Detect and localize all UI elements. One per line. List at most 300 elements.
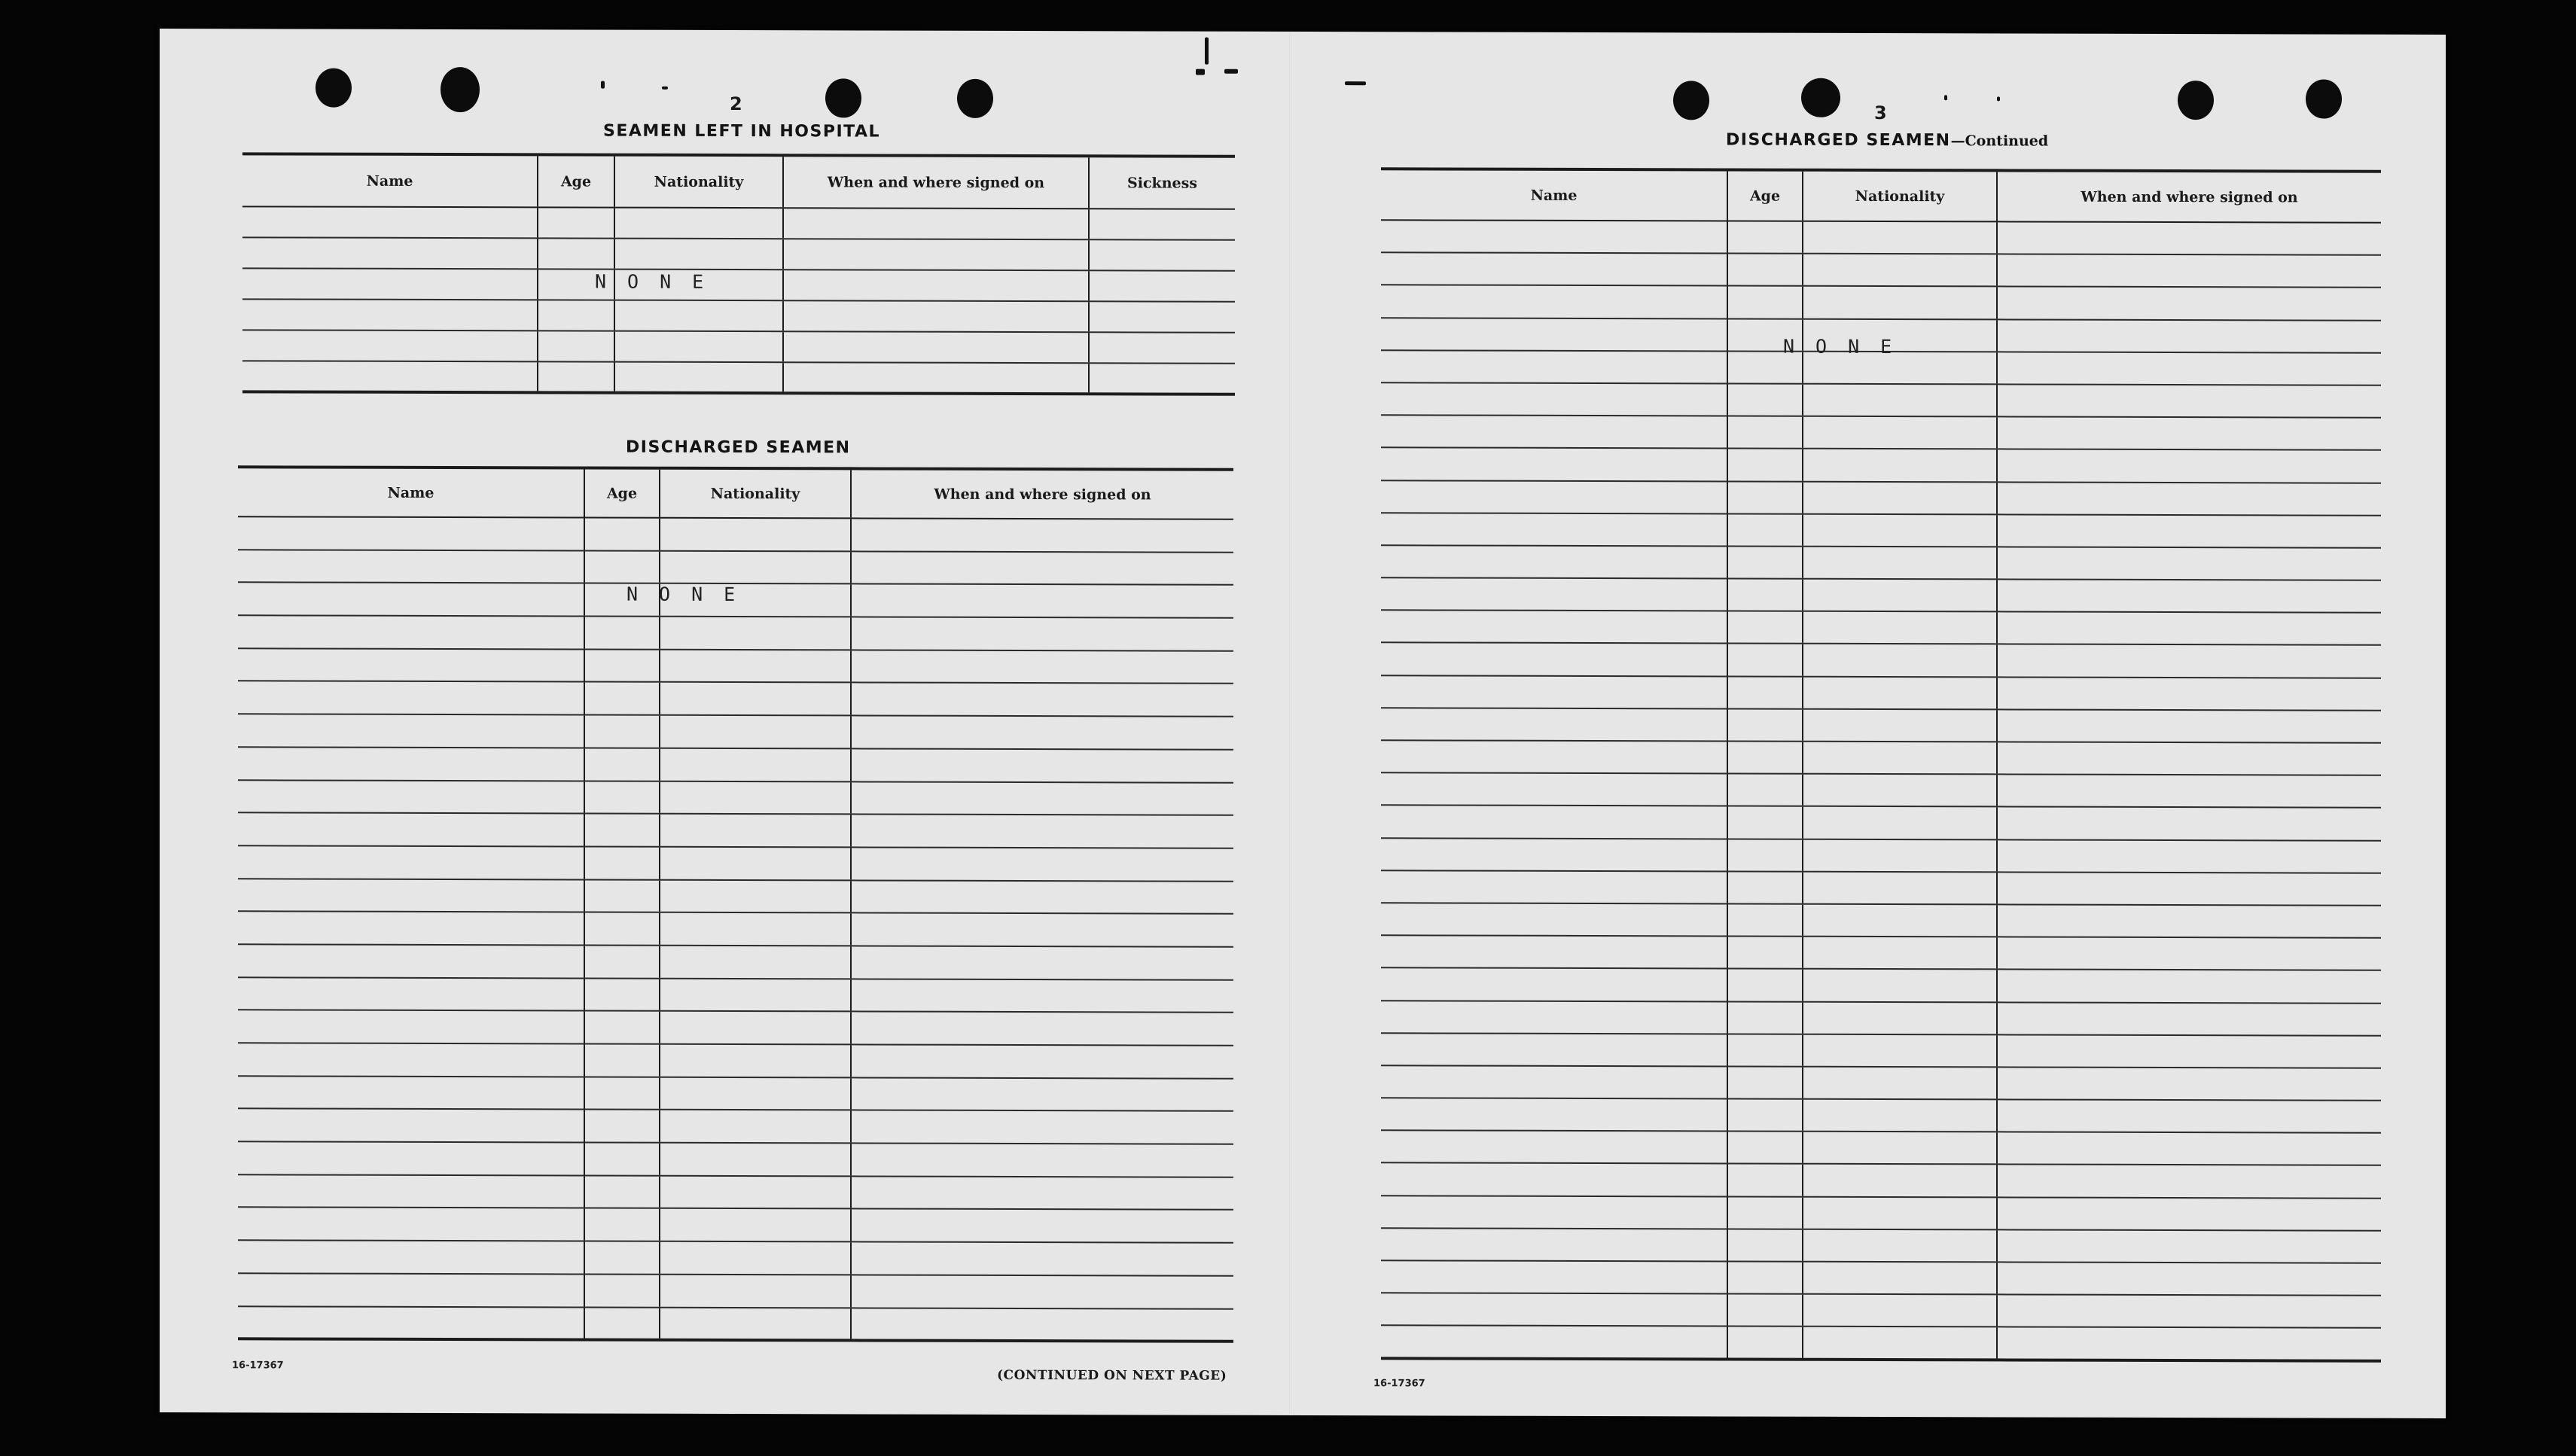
table-cell [1727, 969, 1803, 1001]
table-cell [851, 1209, 1233, 1243]
table-cell [1727, 871, 1803, 903]
table-row [1381, 220, 2381, 255]
table-cell [851, 584, 1233, 618]
table-cell [660, 814, 851, 847]
table-cell [851, 551, 1233, 585]
table-cell [1381, 1065, 1727, 1098]
table-cell [660, 1077, 851, 1110]
table-cell [1089, 270, 1235, 302]
table-cell [584, 617, 660, 650]
table-cell [1727, 1132, 1803, 1164]
table-cell [1803, 1294, 1997, 1327]
table-cell [238, 714, 584, 748]
table-cell [1727, 1261, 1803, 1293]
table-cell [538, 238, 614, 269]
table-cell [1381, 643, 1727, 676]
table-cell [851, 1077, 1233, 1111]
table-cell [584, 1044, 660, 1077]
table-cell [783, 270, 1089, 301]
table-cell [1727, 1164, 1803, 1196]
table-cell [614, 208, 783, 239]
table-row [1381, 935, 2381, 970]
table-row [238, 550, 1233, 585]
table-cell [851, 847, 1233, 881]
table-cell [1381, 285, 1727, 318]
table-cell [660, 518, 851, 551]
table-cell [584, 1077, 660, 1110]
punch-hole [441, 67, 480, 112]
table-cell [1997, 221, 2381, 255]
table-cell [1727, 221, 1803, 253]
table-row [1381, 903, 2381, 938]
table-cell [1803, 871, 1997, 904]
table-cell [1381, 448, 1727, 481]
table-cell [614, 300, 783, 332]
table-row [1381, 545, 2381, 580]
table-cell [1997, 709, 2381, 743]
table-cell [1727, 611, 1803, 644]
table-cell [660, 1011, 851, 1044]
table-cell [242, 330, 538, 361]
table-row [1381, 415, 2381, 450]
table-cell [660, 1241, 851, 1275]
table-cell [1727, 937, 1803, 969]
table-cell [1727, 546, 1803, 578]
table-cell [242, 206, 538, 238]
table-cell [851, 617, 1233, 650]
table-cell [1089, 239, 1235, 271]
table-cell [242, 268, 538, 300]
table-cell [584, 649, 660, 682]
table-cell [1997, 482, 2381, 516]
table-cell [1997, 775, 2381, 809]
table-row [242, 361, 1235, 394]
section-title-hospital: SEAMEN LEFT IN HOSPITAL [603, 121, 881, 142]
table-cell [1997, 1002, 2381, 1036]
table-row [1381, 1065, 2381, 1101]
column-header-name: Name [242, 154, 538, 207]
punch-hole [2306, 79, 2342, 118]
table-cell [1997, 1165, 2381, 1199]
table-cell [238, 1141, 584, 1175]
table-cell [1381, 675, 1727, 708]
table-cell [1381, 318, 1727, 351]
table-cell [238, 1043, 584, 1077]
table-cell [783, 300, 1089, 332]
table-cell [1997, 352, 2381, 385]
table-cell [660, 847, 851, 880]
table-cell [1803, 806, 1997, 839]
table-cell [1381, 220, 1727, 253]
table-cell [1997, 319, 2381, 353]
section-title-discharged-continued [1726, 130, 2048, 150]
punch-hole [2178, 81, 2214, 120]
table-cell [1997, 1099, 2381, 1133]
table-cell [1727, 1034, 1803, 1066]
table-cell [614, 362, 783, 394]
table-cell [1997, 1197, 2381, 1231]
ink-speck [1997, 96, 2000, 101]
table-cell [242, 299, 538, 330]
table-cell [584, 550, 660, 583]
section-title-discharged: DISCHARGED SEAMEN [626, 437, 851, 458]
table-cell [238, 550, 584, 583]
table-cell [584, 1241, 660, 1275]
table-cell [242, 361, 538, 392]
table-cell [1381, 772, 1727, 806]
table-cell [1803, 904, 1997, 937]
table-row [238, 1043, 1233, 1078]
table-cell [783, 208, 1089, 239]
table-cell [238, 1174, 584, 1208]
table-cell [1381, 545, 1727, 578]
table-row [1381, 1001, 2381, 1036]
table-cell [1089, 332, 1235, 364]
table-cell [1803, 1099, 1997, 1132]
table-row [238, 845, 1233, 881]
table-row [1381, 611, 2381, 646]
table-row [1381, 870, 2381, 906]
table-cell [1803, 1164, 1997, 1197]
table-cell [1727, 1327, 1803, 1359]
table-cell [584, 518, 660, 551]
table-cell [1727, 1099, 1803, 1132]
table-cell [584, 715, 660, 748]
table-cell [1727, 1229, 1803, 1261]
table-cell [1727, 1001, 1803, 1034]
table-cell [851, 1044, 1233, 1078]
table-row [1381, 480, 2381, 516]
table-cell [1381, 252, 1727, 285]
table-cell [660, 1208, 851, 1241]
table-row [238, 944, 1233, 979]
punch-hole [957, 79, 993, 118]
table-cell [1803, 513, 1997, 547]
table-cell [1997, 1229, 2381, 1263]
table-cell [1381, 577, 1727, 611]
table-cell [1803, 709, 1997, 742]
ink-speck [1944, 95, 1947, 100]
table-cell [851, 1308, 1233, 1342]
table-cell [1997, 904, 2381, 938]
table-cell [584, 1208, 660, 1241]
table-cell [1803, 416, 1997, 449]
table-cell [1381, 513, 1727, 546]
hospital-table [242, 152, 1235, 395]
table-cell [851, 1242, 1233, 1276]
document-sheet [160, 29, 2446, 1418]
table-cell [1727, 644, 1803, 676]
table-row [1381, 1098, 2381, 1133]
table-cell [238, 912, 584, 946]
table-cell [242, 237, 538, 269]
table-cell [851, 518, 1233, 552]
table-cell [238, 1208, 584, 1241]
table-cell [1727, 774, 1803, 806]
section-title-suffix: —Continued [1950, 133, 2049, 150]
punch-hole [1801, 78, 1840, 117]
table-row [1381, 382, 2381, 418]
table-cell [1803, 774, 1997, 807]
table-cell [1803, 221, 1997, 254]
table-cell [1803, 1196, 1997, 1229]
table-cell [660, 1044, 851, 1077]
table-cell [660, 1307, 851, 1340]
table-row [1381, 1196, 2381, 1231]
table-cell [1727, 741, 1803, 773]
table-cell [1727, 1294, 1803, 1327]
ink-speck [662, 87, 668, 90]
column-header-nationality: Nationality [614, 155, 783, 209]
table-row [1381, 1260, 2381, 1296]
table-cell [538, 300, 614, 330]
table-cell [1727, 416, 1803, 449]
table-row [242, 299, 1235, 332]
table-cell [1381, 806, 1727, 839]
column-header-name: Name [238, 467, 584, 517]
table-cell [238, 648, 584, 682]
section-title-text: DISCHARGED SEAMEN [1726, 130, 1951, 151]
table-cell [584, 814, 660, 847]
table-row [1381, 513, 2381, 548]
table-cell [1803, 384, 1997, 417]
table-cell [238, 1240, 584, 1274]
table-cell [851, 946, 1233, 979]
table-row [238, 1306, 1233, 1342]
table-cell [1381, 1098, 1727, 1131]
ink-speck [1345, 81, 1366, 85]
column-header-signed-on: When and where signed on [783, 155, 1089, 209]
table-cell [1997, 547, 2381, 580]
none-entry-hospital: NONE [595, 270, 725, 293]
table-row [1381, 1293, 2381, 1328]
table-cell [1997, 872, 2381, 906]
table-cell [584, 1175, 660, 1208]
table-cell [660, 550, 851, 583]
table-row [1381, 740, 2381, 775]
table-cell [1381, 708, 1727, 741]
table-row [242, 237, 1235, 270]
table-cell [1727, 806, 1803, 839]
table-cell [660, 1110, 851, 1143]
table-row [242, 206, 1235, 239]
table-cell [851, 1143, 1233, 1177]
table-cell [584, 846, 660, 879]
table-cell [660, 978, 851, 1011]
column-header-nationality: Nationality [660, 468, 851, 519]
column-header-age: Age [584, 468, 660, 518]
table-cell [1803, 969, 1997, 1002]
table-row [238, 615, 1233, 650]
table-cell [1727, 839, 1803, 871]
table-cell [1727, 1066, 1803, 1098]
table-cell [584, 1110, 660, 1143]
table-row [1381, 643, 2381, 678]
form-code-left: 16-17367 [232, 1360, 284, 1372]
table-cell [1803, 742, 1997, 775]
table-cell [238, 1076, 584, 1110]
table-row [238, 1273, 1233, 1308]
table-cell [1997, 970, 2381, 1004]
table-cell [1381, 1293, 1727, 1326]
table-cell [584, 912, 660, 946]
table-cell [1381, 480, 1727, 513]
table-cell [1089, 363, 1235, 394]
table-cell [1089, 209, 1235, 240]
table-cell [660, 946, 851, 979]
table-cell [238, 583, 584, 617]
table-cell [238, 1010, 584, 1044]
table-cell [1381, 350, 1727, 383]
table-cell [660, 682, 851, 715]
table-cell [1997, 1034, 2381, 1068]
table-cell [584, 945, 660, 978]
table-cell [1381, 903, 1727, 936]
table-row [238, 1076, 1233, 1111]
table-cell [660, 715, 851, 748]
table-cell [1997, 579, 2381, 613]
table-cell [1997, 1132, 2381, 1166]
table-row [1381, 1228, 2381, 1263]
table-row [1381, 708, 2381, 743]
table-cell [851, 1110, 1233, 1144]
none-entry-discharged: NONE [626, 583, 757, 606]
table-row [238, 812, 1233, 848]
table-cell [1803, 644, 1997, 677]
table-cell [851, 880, 1233, 914]
table-cell [1997, 1295, 2381, 1329]
table-cell [660, 1275, 851, 1308]
table-row [242, 330, 1235, 363]
table-row [238, 1010, 1233, 1046]
table-row [1381, 968, 2381, 1004]
table-cell [851, 979, 1233, 1013]
table-cell [1803, 481, 1997, 514]
punch-hole [825, 78, 861, 117]
table-row [1381, 1163, 2381, 1199]
table-cell [660, 781, 851, 814]
table-cell [1803, 611, 1997, 644]
table-cell [1997, 1327, 2381, 1361]
table-row [1381, 838, 2381, 873]
table-cell [238, 1306, 584, 1340]
table-cell [660, 748, 851, 781]
table-cell [1803, 547, 1997, 580]
table-cell [1381, 1001, 1727, 1034]
table-cell [660, 879, 851, 912]
table-cell [1803, 254, 1997, 287]
ink-speck [601, 81, 605, 89]
table-cell [1997, 612, 2381, 646]
table-cell [1381, 870, 1727, 903]
table-cell [1803, 937, 1997, 970]
table-row [1381, 1033, 2381, 1068]
table-cell [1727, 481, 1803, 513]
table-cell [238, 879, 584, 912]
table-cell [584, 1143, 660, 1176]
table-row [238, 780, 1233, 815]
punch-hole [316, 69, 352, 108]
table-row [1381, 806, 2381, 841]
table-cell [660, 650, 851, 683]
table-cell [1089, 301, 1235, 333]
table-cell [238, 1109, 584, 1143]
table-cell [1997, 1067, 2381, 1101]
table-cell [1803, 1229, 1997, 1263]
table-cell [851, 1176, 1233, 1210]
table-cell [238, 944, 584, 978]
table-row [1381, 285, 2381, 321]
column-header-age: Age [1727, 169, 1803, 221]
table-cell [1727, 513, 1803, 546]
table-cell [584, 879, 660, 912]
table-cell [1381, 1326, 1727, 1359]
table-cell [238, 516, 584, 550]
table-cell [1803, 579, 1997, 612]
table-cell [1727, 708, 1803, 741]
table-row [238, 681, 1233, 717]
ink-speck [1224, 69, 1238, 74]
table-row [1381, 252, 2381, 288]
table-cell [1803, 1067, 1997, 1100]
table-cell [1381, 1260, 1727, 1293]
column-header-nationality: Nationality [1803, 170, 1997, 222]
table-cell [660, 1143, 851, 1176]
table-row [238, 1208, 1233, 1243]
table-cell [851, 716, 1233, 750]
table-cell [851, 781, 1233, 815]
table-cell [238, 780, 584, 814]
table-cell [1727, 1196, 1803, 1229]
table-cell [238, 747, 584, 781]
column-header-sickness: Sickness [1089, 156, 1235, 209]
ink-speck [1196, 69, 1205, 75]
table-cell [1727, 903, 1803, 936]
table-cell [660, 912, 851, 946]
page-number-left: 2 [730, 93, 742, 115]
table-cell [584, 1011, 660, 1044]
table-cell [1381, 740, 1727, 773]
table-cell [1727, 579, 1803, 611]
none-entry-discharged-continued: NONE [1783, 335, 1913, 358]
table-cell [851, 650, 1233, 684]
table-cell [1381, 1163, 1727, 1196]
table-row [238, 648, 1233, 684]
table-row [238, 714, 1233, 749]
form-code-right: 16-17367 [1373, 1378, 1425, 1390]
table-cell [1997, 514, 2381, 548]
table-cell [783, 362, 1089, 394]
column-header-signed-on: When and where signed on [1997, 170, 2381, 222]
table-row [1381, 675, 2381, 711]
table-cell [238, 681, 584, 715]
table-cell [1803, 1327, 1997, 1360]
table-cell [1727, 383, 1803, 416]
table-cell [614, 239, 783, 270]
table-cell [1727, 449, 1803, 481]
table-cell [1997, 644, 2381, 678]
table-cell [1381, 382, 1727, 416]
table-cell [238, 1273, 584, 1307]
table-row [238, 1109, 1233, 1144]
table-cell [1381, 1131, 1727, 1164]
table-row [238, 1240, 1233, 1275]
table-cell [851, 1275, 1233, 1308]
table-row [1381, 448, 2381, 483]
column-header-name: Name [1381, 169, 1727, 221]
table-cell [538, 330, 614, 361]
table-row [1381, 1326, 2381, 1361]
